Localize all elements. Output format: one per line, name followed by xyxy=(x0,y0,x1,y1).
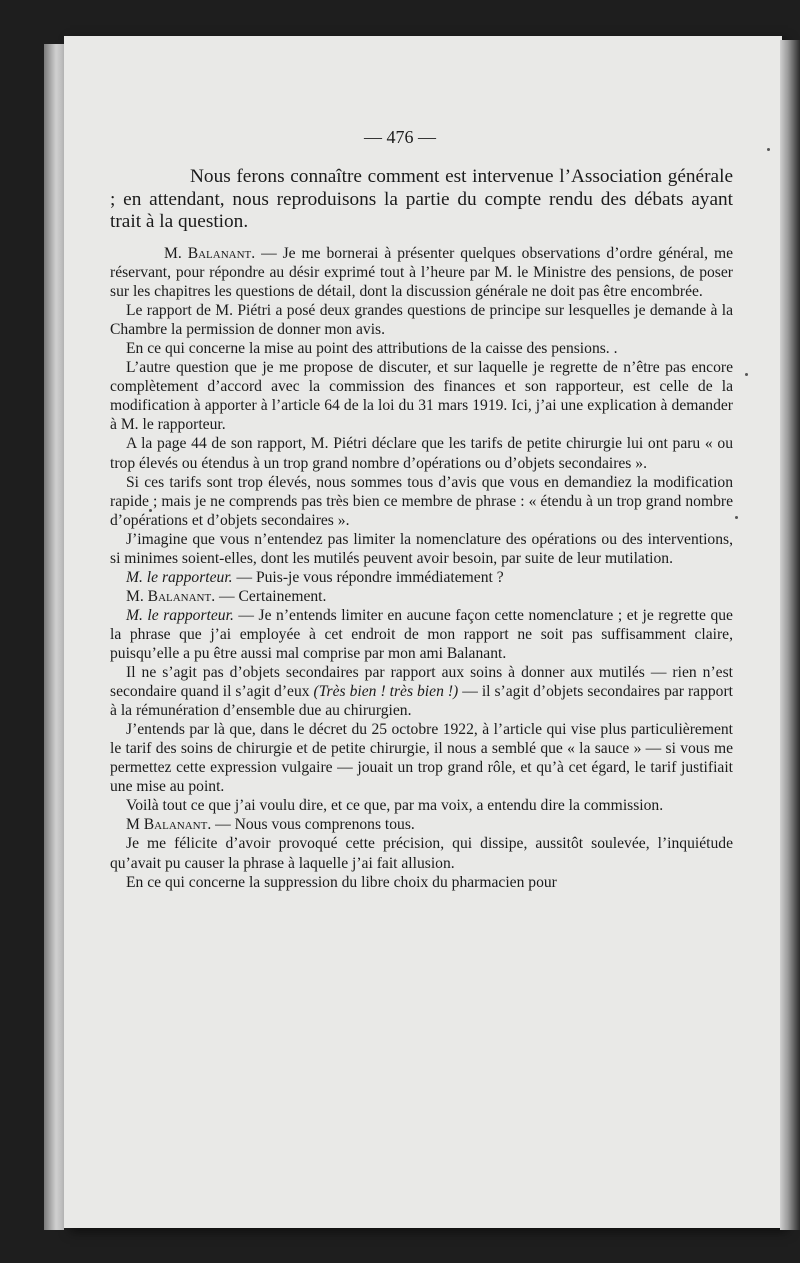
paragraph-text: En ce qui concerne la suppression du libre choix du pharmacien pour xyxy=(126,873,557,891)
paragraph xyxy=(110,473,733,530)
paragraph xyxy=(110,834,733,872)
paragraph xyxy=(110,873,733,892)
book-gutter xyxy=(44,44,64,1230)
speaker-name: M. Balanant. xyxy=(126,587,216,605)
paragraph xyxy=(110,358,733,434)
paragraph xyxy=(110,663,733,720)
paragraph xyxy=(110,301,733,339)
speaker-name: M. le rapporteur. xyxy=(126,568,233,586)
paragraph-text: J’imagine que vous n’entendez pas limiter la nomenclature des opérations ou des interventions, si minimes soient-elles, dont les mutilés peuvent avoir besoin, par suite de leur mutilation. xyxy=(110,530,733,567)
paragraph-text: Le rapport de M. Piétri a posé deux grandes questions de principe sur lesquelles je demande à la Chambre la permission de donner mon avis. xyxy=(110,302,733,339)
intro-paragraph: Nous ferons connaître comment est intervenue l’Association générale ; en attendant, nous reproduisons la partie du compte rendu des débats ayant trait à la question. xyxy=(110,166,733,233)
page-right-edge xyxy=(780,40,800,1230)
paragraph xyxy=(110,244,733,301)
paragraph-text: — Puis-je vous répondre immédiatement ? xyxy=(232,568,504,586)
paragraph xyxy=(110,434,733,472)
applause-note: (Très bien ! très bien !) xyxy=(309,683,459,701)
paragraph xyxy=(110,815,733,834)
paragraph-text: — Nous vous comprenons tous. xyxy=(211,816,415,834)
paragraph xyxy=(110,339,733,358)
paragraph-text: J’entends par là que, dans le décret du 25 octobre 1922, à l’article qui vise plus particulièrement le tarif des soins de chirurgie et de petite chirurgie, il nous a semblé que « la sauce » — si vous me permettez cette expression vulgaire — jouait un trop grand rôle, et qu’à cet égard, le tarif justifiait une mise au point. xyxy=(110,721,733,796)
speck xyxy=(735,516,738,519)
paragraph-text: — Certainement. xyxy=(215,587,327,605)
speaker-name: M. Balanant. xyxy=(164,245,256,262)
speck xyxy=(767,148,770,151)
paragraph xyxy=(110,720,733,796)
paragraph-text: En ce qui concerne la mise au point des attributions de la caisse des pensions. . xyxy=(126,340,618,358)
paragraph-text: Il ne s’agit pas d’objets secondaires par rapport aux soins à donner aux mutilés — rien n’est secondaire quand il s’agit d’eux xyxy=(110,664,733,701)
debate-text xyxy=(110,244,733,892)
paragraph-text: Si ces tarifs sont trop élevés, nous sommes tous d’avis que vous en demandiez la modification rapide ; mais je ne comprends pas très bien ce membre de phrase : « étendu à un trop grand nombre d’opérations et d’objets secondaires ». xyxy=(110,473,733,529)
paragraph xyxy=(110,587,733,606)
paragraph-text: Voilà tout ce que j’ai voulu dire, et ce que, par ma voix, a entendu dire la commission. xyxy=(126,797,664,815)
paragraph xyxy=(110,568,733,587)
speaker-name: M. le rapporteur. xyxy=(126,606,234,624)
speck xyxy=(745,373,748,376)
paragraph-text: L’autre question que je me propose de discuter, et sur laquelle je regrette de n’être pas encore complètement d’accord avec la commission des finances et son rapporteur, est celle de la modification à apporter à l’article 64 de la loi du 31 mars 1919. Ici, j’ai une explication à demander à M. le rapporteur. xyxy=(110,359,733,434)
paragraph-text: — il s’agit d’objets secondaires par rapport à la rémunération d’ensemble due au chirurgien. xyxy=(110,683,734,720)
paragraph xyxy=(110,796,733,815)
paragraph-text: — Je n’entends limiter en aucune façon cette nomenclature ; et je regrette que la phrase que j’ai employée à cet endroit de mon rapport ne soit pas suffisamment claire, puisqu’elle a pu être aussi mal comprise par mon ami Balanant. xyxy=(110,606,733,662)
page-number: — 476 — xyxy=(364,127,436,147)
paragraph xyxy=(110,606,733,663)
speaker-name: M Balanant. xyxy=(126,816,212,834)
paragraph-text: Je me félicite d’avoir provoqué cette précision, qui dissipe, aussitôt soulevée, l’inquiétude qu’avait pu causer la phrase à laquelle j’ai fait allusion. xyxy=(110,835,733,872)
paragraph xyxy=(110,530,733,568)
paragraph-text: — Je me bornerai à présenter quelques observations d’ordre général, me réservant, pour répondre au désir exprimé tout à l’heure par M. le Ministre des pensions, de poser sur les chapitres les questions de détail, dont la discussion générale ne doit pas être encombrée. xyxy=(110,245,733,301)
paragraph-text: A la page 44 de son rapport, M. Piétri déclare que les tarifs de petite chirurgie lui ont paru « ou trop élevés ou étendus à un trop grand nombre d’opérations ou d’objets secondaires ». xyxy=(110,435,733,472)
